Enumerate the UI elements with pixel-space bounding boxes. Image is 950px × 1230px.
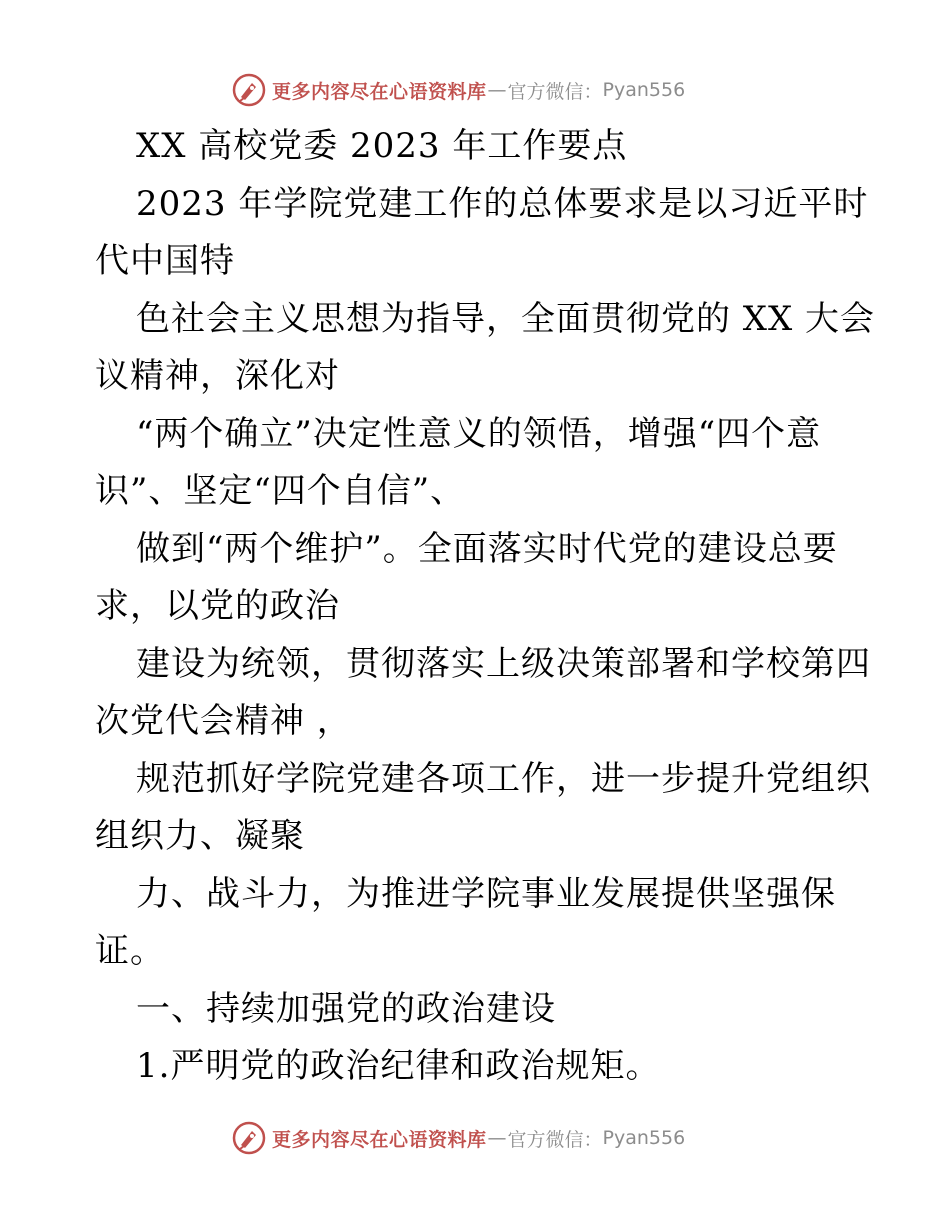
watermark-separator: —	[487, 1127, 507, 1149]
paragraph-line: 求，以党的政治	[95, 586, 340, 626]
watermark-main-text: 更多内容尽在心语资料库	[272, 80, 487, 103]
watermark-separator: —	[487, 79, 507, 101]
pen-nib-logo-icon	[232, 1121, 266, 1155]
paragraph-line: 建设为统领，贯彻落实上级决策部署和学校第四	[136, 643, 871, 684]
subsection-heading: 1.严明党的政治纪律和政治规矩。	[136, 1046, 661, 1086]
document-title: XX 高校党委 2023 年工作要点	[136, 126, 628, 166]
paragraph-line: 次党代会精神 ，	[95, 701, 352, 741]
paragraph-line: 识”、坚定“四个自信”、	[95, 471, 466, 511]
document-body	[95, 118, 876, 1096]
paragraph-line: 做到“两个维护”。全面落实时代党的建设总要	[136, 528, 838, 569]
paragraph-line: 力、战斗力，为推进学院事业发展提供坚强保	[136, 873, 836, 914]
watermark-account: Pyan556	[602, 1127, 686, 1149]
watermark-account: Pyan556	[602, 79, 686, 101]
header-watermark	[232, 70, 732, 110]
paragraph-line: “两个确立”决定性意义的领悟，增强“四个意	[136, 413, 822, 454]
watermark-sub-text: 官方微信：	[507, 80, 603, 103]
watermark-main-text: 更多内容尽在心语资料库	[272, 1128, 487, 1151]
paragraph-line: 证。	[95, 931, 165, 971]
watermark-sub-text: 官方微信：	[507, 1128, 603, 1151]
paragraph-line: 2023 年学院党建工作的总体要求是以习近平时	[136, 183, 869, 224]
pen-nib-logo-icon	[232, 73, 266, 107]
paragraph-line: 规范抓好学院党建各项工作，进一步提升党组织	[136, 758, 871, 799]
paragraph-line: 组织力、凝聚	[95, 816, 305, 856]
paragraph-line: 代中国特	[95, 241, 235, 281]
section-heading: 一、持续加强党的政治建设	[136, 988, 556, 1029]
paragraph-line: 议精神，深化对	[95, 356, 340, 396]
paragraph-line: 色社会主义思想为指导，全面贯彻党的 XX 大会	[136, 298, 876, 339]
footer-watermark	[232, 1118, 732, 1158]
